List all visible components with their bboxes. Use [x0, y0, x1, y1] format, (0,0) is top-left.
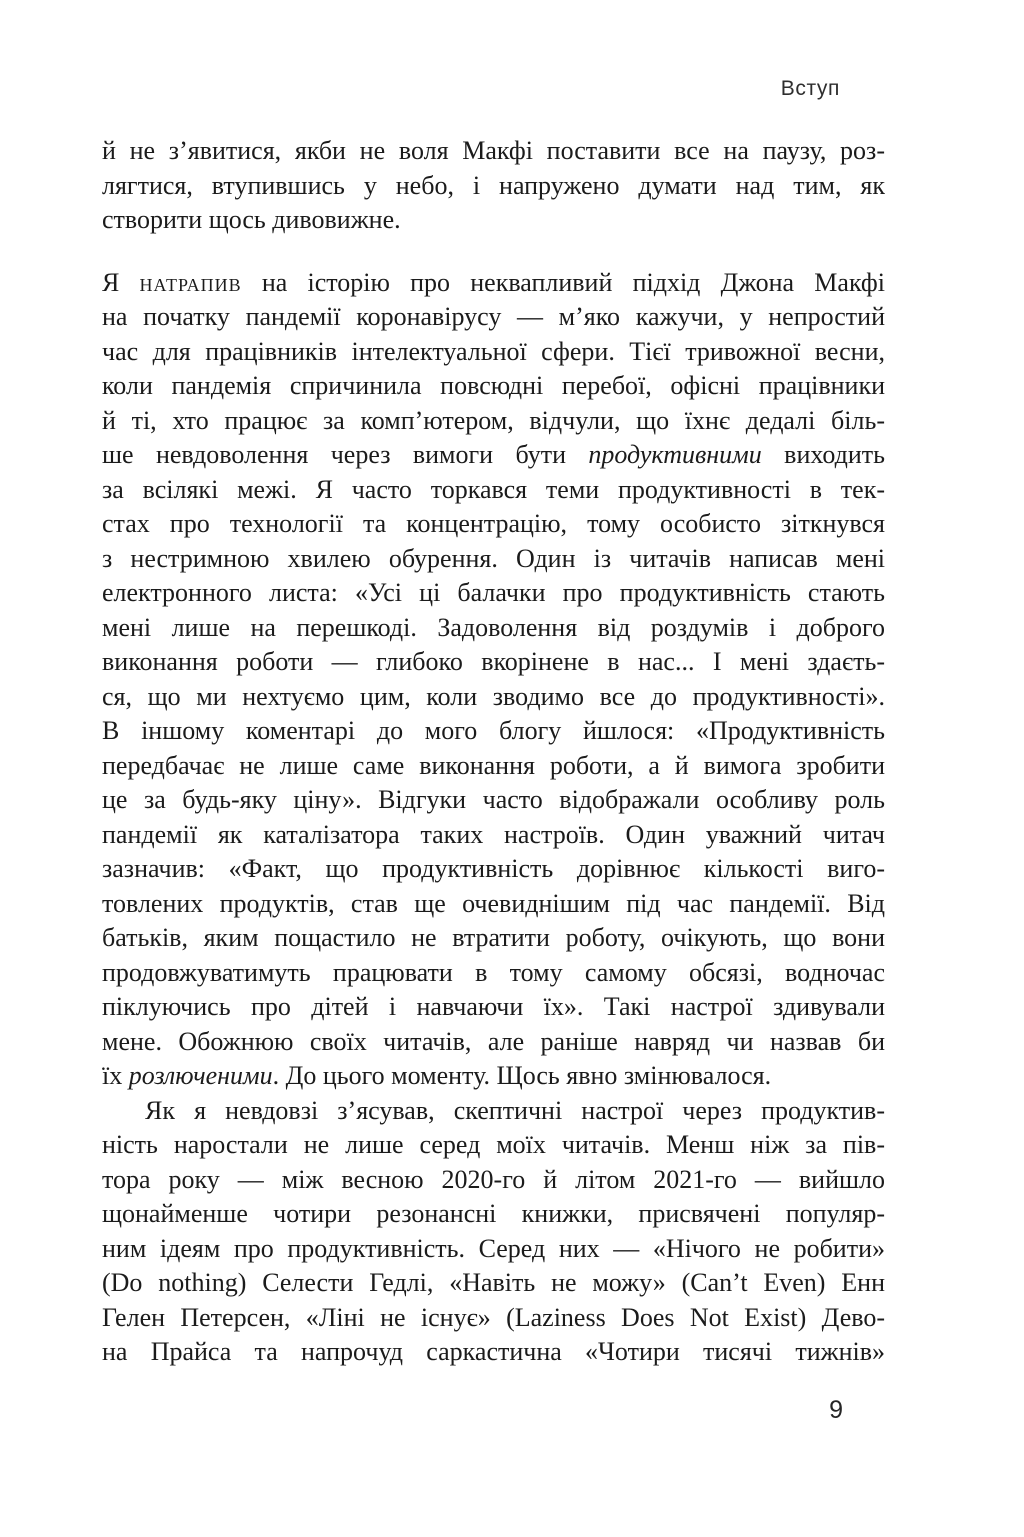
- text-line: [102, 1335, 885, 1370]
- body-text: ся, що ми нехтуємо цим, коли зводимо все до продуктивності».: [102, 681, 885, 711]
- body-text: В іншому коментарі до мого блогу йшлося: «Продуктивність: [102, 716, 885, 745]
- text-line: [102, 134, 885, 169]
- text-line: [102, 611, 885, 646]
- body-text: батьків, яким пощастило не втратити роботу, очікують, що вони: [102, 923, 885, 952]
- running-head: Вступ: [780, 77, 840, 100]
- body-text: передбачає не лише саме виконання роботи, а й вимога зробити: [102, 750, 885, 780]
- text-line: [102, 335, 885, 370]
- body-text: з нестримною хвилею обурення. Один із читачів написав мені: [102, 543, 885, 573]
- body-text: Я: [102, 267, 140, 297]
- text-line: [102, 542, 885, 577]
- text-line: [102, 749, 885, 784]
- text-line: [102, 203, 885, 238]
- body-text: ність наростали не лише серед моїх читачів. Менш ніж за пів-: [102, 1130, 885, 1159]
- body-text: ним ідеям про продуктивність. Серед них — «Нічого не робити»: [102, 1233, 885, 1263]
- text-line: [102, 1232, 885, 1267]
- body-text: піклуючись про дітей і навчаючи їх». Такі настрої здивували: [102, 992, 885, 1021]
- body-text: товлених продуктів, став ще очевиднішим під час пандемії. Від: [102, 888, 885, 918]
- body-text: й не з’явитися, якби не воля Макфі поставити все на паузу, роз-: [102, 136, 885, 165]
- text-line: [102, 783, 885, 818]
- text-line: [102, 1059, 885, 1094]
- body-text: зазначив: «Факт, що продуктивність дорівнює кількості виго-: [102, 854, 885, 883]
- paragraph: [102, 266, 885, 1094]
- body-text: стах про технології та концентрацію, тому особисто зіткнувся: [102, 509, 885, 538]
- text-line: [102, 1025, 885, 1060]
- body-text: мені лише на перешкоді. Задоволення від роздумів і доброго: [102, 612, 885, 642]
- page-number: 9: [829, 1396, 843, 1424]
- italic-text: розлюченими: [128, 1061, 273, 1090]
- text-line: [102, 921, 885, 956]
- body-text: (Do nothing) Селести Гедлі, «Навіть не можу» (Can’t Even) Енн: [102, 1268, 885, 1297]
- text-line: [102, 438, 885, 473]
- body-text: створити щось дивовижне.: [102, 205, 401, 234]
- body-text: тора року — між весною 2020-го й літом 2021-го — вийшло: [102, 1164, 885, 1194]
- text-line: [102, 852, 885, 887]
- italic-text: продуктивними: [588, 440, 762, 469]
- body-text: виходить: [761, 440, 885, 469]
- text-line: [102, 714, 885, 749]
- body-text: Як я невдовзі з’ясував, скептичні настрої через продуктив-: [145, 1095, 885, 1125]
- body-text: час для працівників інтелектуальної сфери. Тієї тривожної весни,: [102, 336, 885, 366]
- body-text: лягтися, втупившись у небо, і напружено думати над тим, як: [102, 170, 885, 200]
- text-line: [102, 369, 885, 404]
- text-line: [102, 1301, 885, 1336]
- body-text: їх: [102, 1061, 129, 1090]
- text-line: [102, 887, 885, 922]
- body-text: на початку пандемії коронавірусу — м’яко кажучи, у непростий: [102, 302, 885, 331]
- text-block: [102, 134, 885, 1370]
- body-text: за всілякі межі. Я часто торкався теми продуктивності в тек-: [102, 474, 885, 504]
- text-line: [102, 169, 885, 204]
- paragraph: [102, 1094, 885, 1370]
- text-line: [102, 1128, 885, 1163]
- body-text: коли пандемія спричинила повсюдні перебої, офісні працівники: [102, 371, 885, 400]
- text-line: [102, 645, 885, 680]
- text-line: [102, 507, 885, 542]
- text-line: [102, 300, 885, 335]
- text-line: [102, 818, 885, 853]
- text-line: [102, 1197, 885, 1232]
- text-line: [102, 990, 885, 1025]
- body-text: це за будь-яку ціну». Відгуки часто відображали особливу роль: [102, 785, 885, 814]
- body-text: на історію про неквапливий підхід Джона Макфі: [241, 267, 885, 297]
- body-text: продовжуватимуть працювати в тому самому обсязі, водночас: [102, 957, 885, 987]
- text-line: [102, 1163, 885, 1198]
- text-line: [102, 680, 885, 715]
- body-text: виконання роботи — глибоко вкорінене в нас... І мені здаєть-: [102, 647, 885, 676]
- text-line: [102, 576, 885, 611]
- body-text: Гелен Петерсен, «Ліні не існує» (Laziness Does Not Exist) Дево-: [102, 1302, 885, 1332]
- text-line: [102, 1094, 885, 1129]
- body-text: щонайменше чотири резонансні книжки, присвячені популяр-: [102, 1199, 885, 1228]
- paragraph: [102, 134, 885, 238]
- text-line: [102, 1266, 885, 1301]
- smallcaps-text: натрапив: [139, 267, 242, 297]
- text-line: [102, 266, 885, 301]
- body-text: ше невдоволення через вимоги бути: [102, 440, 589, 469]
- body-text: . До цього моменту. Щось явно змінювалося.: [272, 1061, 772, 1090]
- body-text: на Прайса та напрочуд саркастична «Чотири тисячі тижнів»: [102, 1337, 885, 1366]
- body-text: пандемії як каталізатора таких настроїв. Один уважний читач: [102, 819, 885, 849]
- text-line: [102, 404, 885, 439]
- body-text: електронного листа: «Усі ці балачки про продуктивність стають: [102, 578, 885, 607]
- text-line: [102, 473, 885, 508]
- body-text: й ті, хто працює за комп’ютером, відчули, що їхнє дедалі біль-: [102, 405, 885, 435]
- body-text: мене. Обожнюю своїх читачів, але раніше навряд чи назвав би: [102, 1026, 885, 1056]
- text-line: [102, 956, 885, 991]
